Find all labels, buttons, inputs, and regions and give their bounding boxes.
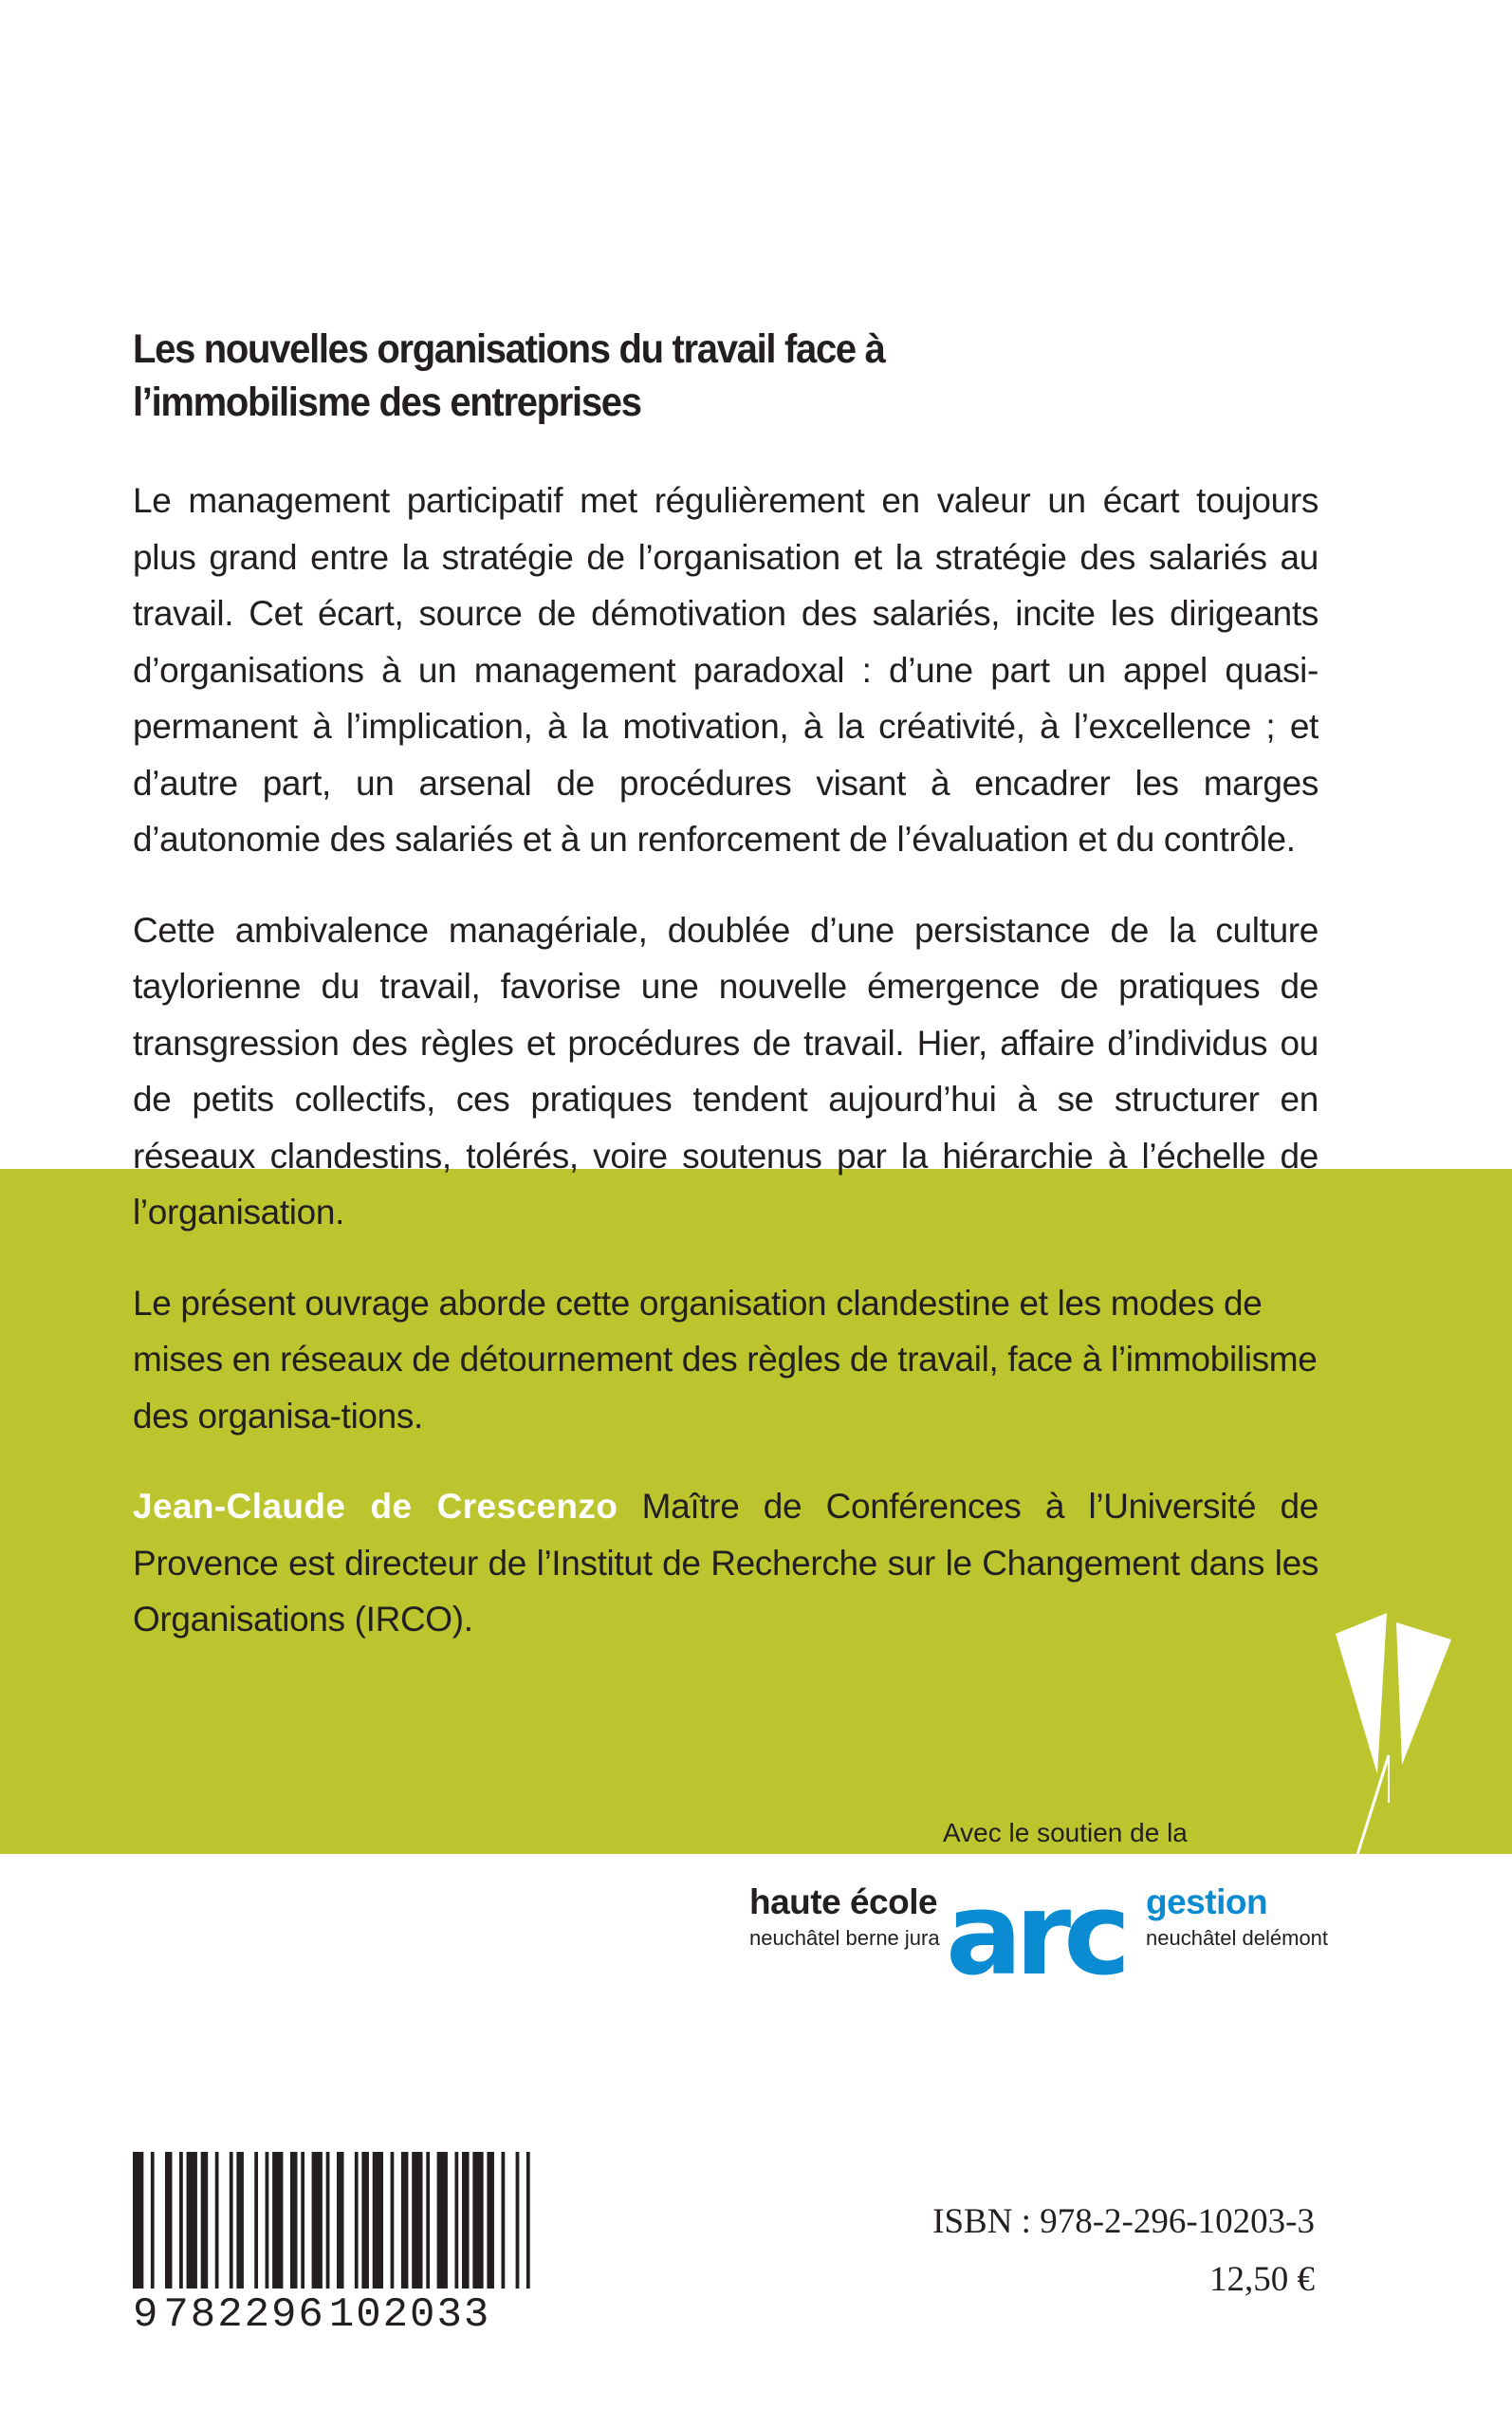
school-subtitle: neuchâtel berne jura [749, 1926, 940, 1950]
barcode-bar [426, 2152, 430, 2292]
barcode-bar [301, 2152, 304, 2292]
author-name: Jean-Claude de Crescenzo [133, 1487, 618, 1526]
paragraph-2: Cette ambivalence managériale, doublée d’une persistance de la culture taylorienne du travail, favorise une nouvelle émergence de pratiques de transgression des règles et procédures de travail. Hier, affaire d’individus ou de petits collectifs, ces pratiques tendent aujourd’hui à se structurer en réseaux clandestins, tolérés, voire soutenus par la hiérarchie à l’échelle de l’organisation. [133, 910, 1318, 1232]
barcode-bar [454, 2152, 458, 2292]
school-title: haute école [749, 1882, 938, 1921]
arc-logo-icon [944, 1869, 1134, 1992]
support-text: Avec le soutien de la [943, 1818, 1188, 1847]
barcode-bar [179, 2152, 183, 2292]
barcode-bar [254, 2152, 258, 2292]
arc-logo-word: arc [946, 1869, 1124, 1992]
barcode-bar [201, 2152, 209, 2292]
haute-ecole-arc-logo [749, 1869, 1356, 1992]
isbn: ISBN : 978-2-296-10203-3 [932, 2202, 1315, 2241]
barcode-bar [312, 2152, 323, 2292]
barcode-bar [462, 2152, 470, 2292]
barcode-bar [290, 2152, 298, 2292]
barcode-bar [361, 2152, 369, 2292]
barcode-bar [230, 2152, 233, 2292]
paragraph-1: Le management participatif met régulièrement en valeur un écart toujours plus grand entre la stratégie de l’organisation et la stratégie des salariés au travail. Cet écart, source de démotivation des salariés, incite les dirigeants d’organisations à un management paradoxal : d’une part un appel quasi-permanent à l’implication, à la motivation, à la créativité, à l’excellence ; et d’autre part, un arsenal de procédures visant à encadrer les marges d’autonomie des salariés et à un renforcement de l’évaluation et du contrôle. [133, 481, 1318, 859]
barcode-bar [165, 2152, 173, 2292]
barcode-bar [437, 2152, 448, 2292]
barcode-digit-group-2: 782296 [163, 2291, 325, 2339]
barcode-bar [412, 2152, 422, 2292]
price: 12,50 € [1209, 2260, 1315, 2299]
paragraph-3: Le présent ouvrage aborde cette organisation clandestine et les modes de mises en réseaux de détournement des règles de travail, face à l’immobilisme des organisa-tions. [133, 1283, 1318, 1436]
author-bio-paragraph [133, 1478, 1318, 1648]
barcode-bar [391, 2152, 395, 2292]
barcode-bar [272, 2152, 283, 2292]
barcode-digits [131, 2289, 548, 2342]
author-bio: Maître de Conférences à l’Université de Provence est directeur de l’Institut de Recherche sur le Changement dans les Organisations (IRCO). [133, 1487, 1318, 1639]
department-subtitle: neuchâtel delémont [1146, 1926, 1329, 1950]
barcode-bar [187, 2152, 197, 2292]
barcode-bar [373, 2152, 383, 2292]
barcode-bar [487, 2152, 494, 2292]
barcode-digit-group-1: 9 [133, 2291, 160, 2339]
barcode-bar [472, 2152, 483, 2292]
back-cover-text [133, 323, 1318, 1682]
barcode-bar [215, 2152, 219, 2292]
publisher-logo-icon [1328, 1613, 1451, 1860]
department-title: gestion [1146, 1882, 1268, 1921]
book-title: Les nouvelles organisations du travail face à l’immobilisme des entreprises [133, 326, 885, 425]
barcode-digit-group-3: 102033 [328, 2291, 491, 2339]
barcode-bar [401, 2152, 409, 2292]
barcode-bar [266, 2152, 269, 2292]
barcode-bar [502, 2152, 506, 2292]
barcode-bar [236, 2152, 244, 2292]
barcode-bar [355, 2152, 359, 2292]
